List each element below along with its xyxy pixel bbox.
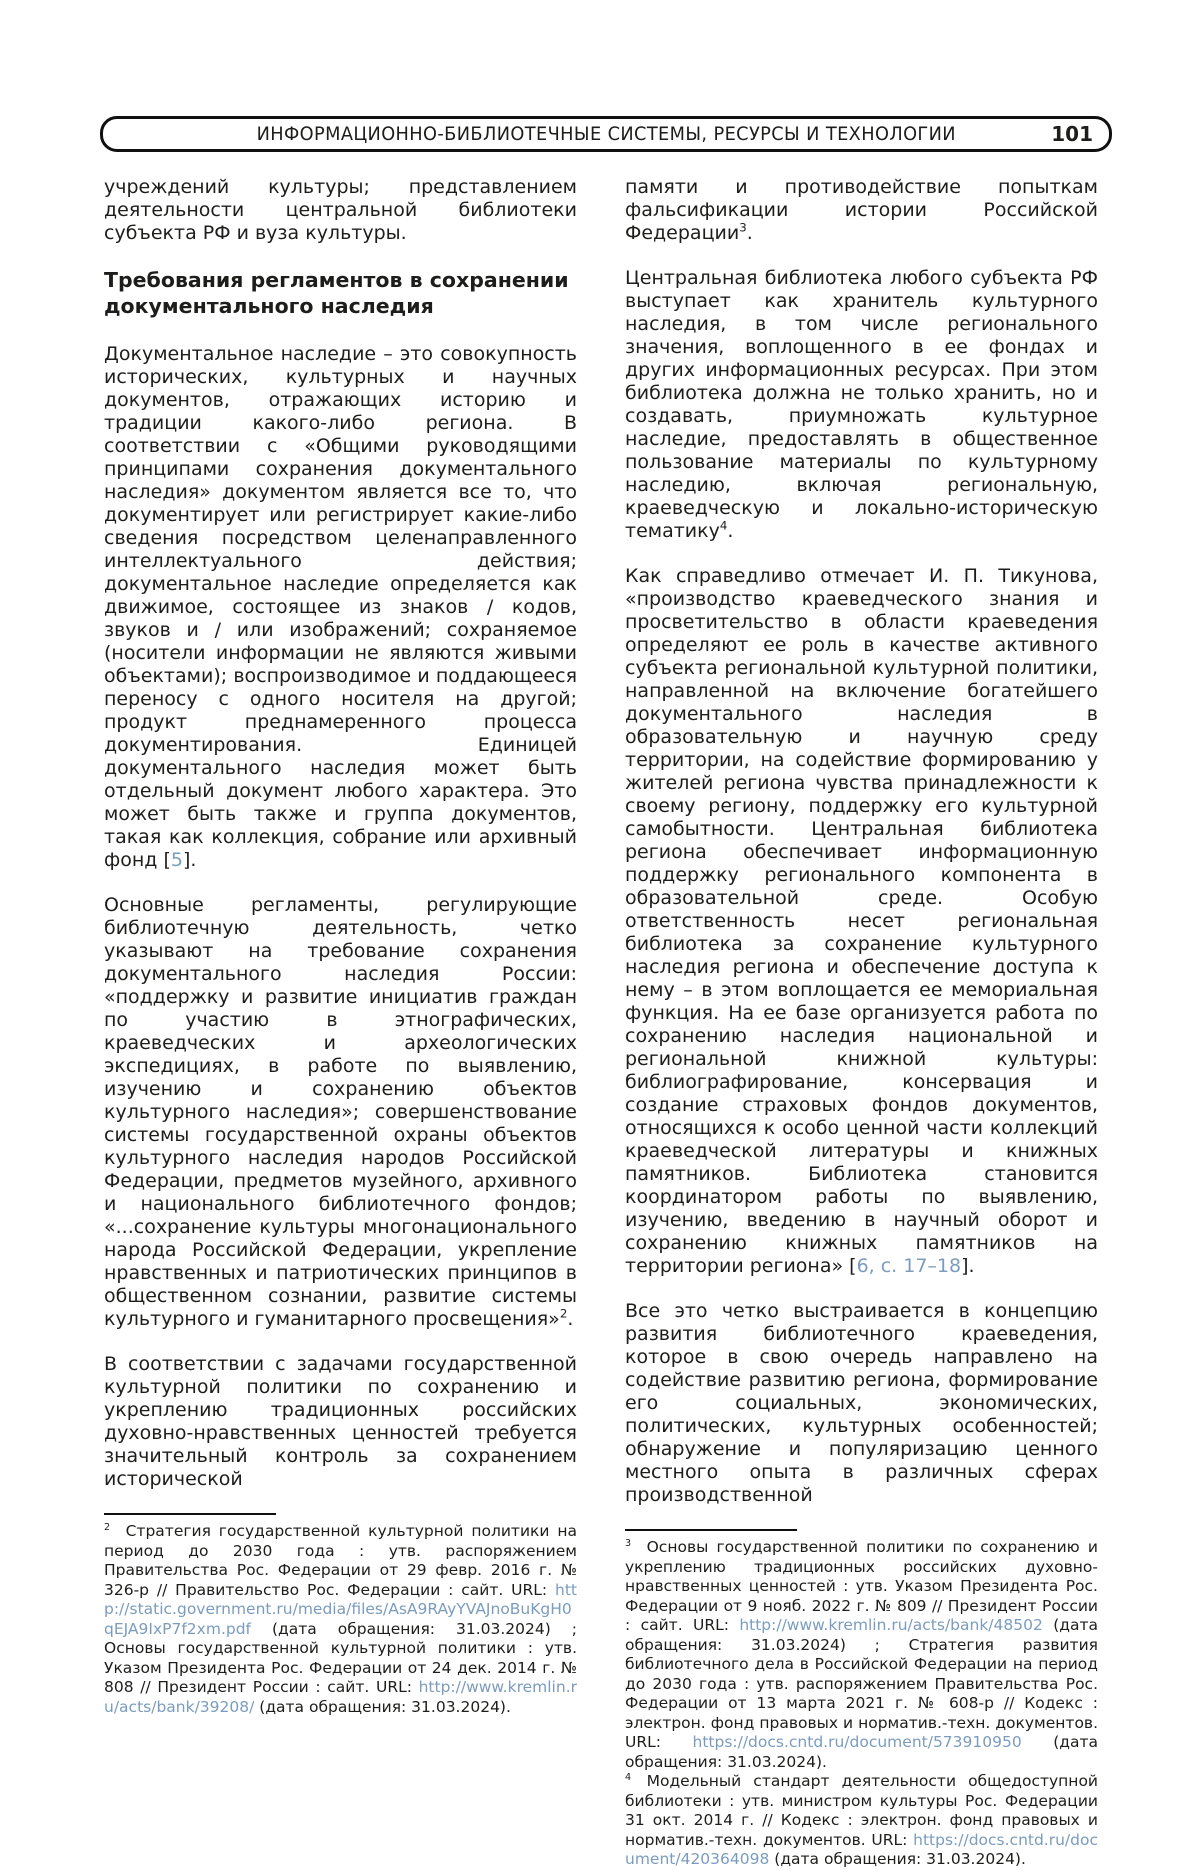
citation-5-link[interactable]: 5 xyxy=(170,849,183,871)
left-column xyxy=(104,176,577,1870)
text-segment: (дата обращения: 31.03.2024). xyxy=(769,1850,1026,1868)
text-segment: Основы государственной политики по сохранению и укреплению традиционных российских духовно-нравственных ценностей : утв. Указом Президента Рос. Федерации от 9 нояб. 2022 г. № 809 // Президент России : сайт. URL: xyxy=(625,1538,1098,1634)
footnote-3-url-2[interactable]: https://docs.cntd.ru/document/573910950 xyxy=(692,1733,1022,1751)
text-segment: Основные регламенты, регулирующие библиотечную деятельность, четко указывают на требование сохранения документального наследия России: «поддержку и развитие инициатив граждан по участию в этнографических, краеведческих и археологических экспедициях, в работе по выявлению, изучению и сохранению объектов культурного наследия»; совершенствование системы государственной охраны объектов культурного наследия народов Российской Федерации, предметов музейного, архивного и национального библиотечного фондов; «...сохранение культуры многонационального народа Российской Федерации, укрепление нравственных и патриотических принципов в общественном сознании, развитие системы культурного и гуманитарного просвещения» xyxy=(104,894,577,1330)
text-segment: . xyxy=(567,1308,574,1330)
text-segment: (дата обращения: 31.03.2024). xyxy=(625,1733,1099,1771)
text-segment: Документальное наследие – это совокупность исторических, культурных и научных документов, отражающих историю и традиции какого-либо региона. В соответствии с «Общими руководящими принципами сохранения документального наследия» документом является все то, что документирует или регистрирует какие-либо сведения посредством целенаправленного интеллектуального действия; документальное наследие определяется как движимое, состоящее из знаков / кодов, звуков и / или изображений; сохраняемое (носители информации не являются живыми объектами); воспроизводимое и поддающееся переносу с одного носителя на другой; продукт преднамеренного процесса документирования. Единицей документального наследия может быть отдельный документ любого характера. Это может быть также и группа документов, такая как коллекция, собрание или архивный фонд [ xyxy=(104,343,577,871)
text-segment: (дата обращения: 31.03.2024) ; Стратегия развития библиотечного дела в Российской Федерации на период до 2030 года : утв. распоряжением Правительства Рос. Федерации от 13 марта 2021 г. № 608-р // Кодекс : электрон. фонд правовых и норматив.-техн. документов. URL: xyxy=(625,1616,1098,1751)
footnote-separator xyxy=(625,1529,797,1531)
footnote-2-url-1[interactable]: http://static.government.ru/media/files/AsA9RAyYVAJnoBuKgH0qEJA9IxP7f2xm.pdf xyxy=(104,1580,577,1638)
running-header-title: ИНФОРМАЦИОННО-БИБЛИОТЕЧНЫЕ СИСТЕМЫ, РЕСУРСЫ И ТЕХНОЛОГИИ xyxy=(256,123,956,145)
footnote-2 xyxy=(104,1522,577,1717)
text-segment: Как справедливо отмечает И. П. Тикунова, «производство краеведческого знания и просветительство в области краеведения определяют ее роль в качестве активного субъекта региональной культурной политики, направленной на включение богатейшего документального наследия в образовательную и научную среду территории, на содействие формированию у жителей региона чувства принадлежности к своему региону, поддержку его культурной самобытности. Центральная библиотека региона обеспечивает информационную поддержку регионального компонента в образовательной среде. Особую ответственность несет региональная библиотека за сохранение культурного наследия региона и обеспечение доступа к нему – в этом воплощается ее мемориальная функция. На ее базе организуется работа по сохранению наследия национальной и региональной книжной культуры: библиографирование, консервация и создание страховых фондов документов, относящихся к особо ценной части коллекций краеведческой литературы и книжных памятников. Библиотека становится координатором работы по выявлению, изучению, введению в научный оборот и сохранению книжных памятников на территории региона» [ xyxy=(625,565,1098,1277)
paragraph-intro: учреждений культуры; представлением деятельности центральной библиотеки субъекта РФ и вуза культуры. xyxy=(104,176,577,244)
text-segment: Стратегия государственной культурной политики на период до 2030 года : утв. распоряжением Правительства Рос. Федерации от 29 февр. 2016 г. № 326-р // Правительство Рос. Федерации : сайт. URL: xyxy=(104,1522,577,1599)
citation-6-link[interactable]: 6, с. 17–18 xyxy=(856,1255,962,1277)
footnote-3 xyxy=(625,1538,1098,1772)
footnotes-right xyxy=(625,1529,1098,1870)
text-segment: . xyxy=(746,222,753,244)
footnote-marker: 4 xyxy=(719,518,728,533)
paragraph-central-library xyxy=(625,267,1098,543)
footnote-marker: 2 xyxy=(104,1521,111,1533)
two-column-body xyxy=(104,176,1098,1870)
text-segment: памяти и противодействие попыткам фальсификации истории Российской Федерации xyxy=(625,176,1098,244)
footnote-marker: 3 xyxy=(739,220,747,235)
running-header xyxy=(100,116,1112,152)
text-segment: Центральная библиотека любого субъекта РФ выступает как хранитель культурного наследия, в том числе регионального значения, воплощенного в ее фондах и других информационных ресурсах. При этом библиотека должна не только хранить, но и создавать, приумножать культурное наследие, предоставлять в общественное пользование материалы по культурному наследию, включая региональную, краеведческую и локально-историческую тематику xyxy=(625,267,1098,542)
footnote-marker: 4 xyxy=(625,1771,632,1783)
text-segment: Модельный стандарт деятельности общедоступной библиотеки : утв. министром культуры Рос. Федерации 31 окт. 2014 г. // Кодекс : электрон. фонд правовых и норматив.-техн. документов. URL: xyxy=(625,1772,1098,1849)
footnote-separator xyxy=(104,1513,276,1515)
section-heading: Требования регламентов в сохранении документального наследия xyxy=(104,268,569,318)
text-segment: (дата обращения: 31.03.2024) ; Основы государственной культурной политики : утв. Указом Президента Рос. Федерации от 24 дек. 2014 г. № 808 // Президент России : сайт. URL: xyxy=(104,1619,577,1696)
text-segment: ]. xyxy=(182,849,197,871)
text-segment: . xyxy=(727,520,734,542)
footnote-4 xyxy=(625,1772,1098,1870)
footnotes-left xyxy=(104,1513,577,1717)
paragraph-state-policy: В соответствии с задачами государственной культурной политики по сохранению и укреплению традиционных российских духовно-нравственных ценностей требуется значительный контроль за сохранением исторической xyxy=(104,1353,577,1490)
page-number: 101 xyxy=(1051,122,1093,146)
right-column xyxy=(625,176,1098,1870)
text-segment: (дата обращения: 31.03.2024). xyxy=(254,1697,511,1716)
footnote-marker: 3 xyxy=(625,1537,632,1549)
footnote-marker: 2 xyxy=(559,1306,568,1321)
paragraph-conclusion: Все это четко выстраивается в концепцию развития библиотечного краеведения, которое в свою очередь направлено на содействие развитию региона, формирование его социальных, экономических, политических, культурных особенностей; обнаружение и популяризацию ценного местного опыта в различных сферах производственной xyxy=(625,1300,1098,1506)
text-segment: ]. xyxy=(961,1255,975,1277)
footnote-4-url-1[interactable]: https://docs.cntd.ru/document/420364098 xyxy=(625,1830,1098,1868)
footnote-2-url-2[interactable]: http://www.kremlin.ru/acts/bank/39208/ xyxy=(104,1678,577,1716)
paragraph-memory xyxy=(625,176,1098,245)
paragraph-regulations xyxy=(104,894,577,1331)
paragraph-documentary-heritage xyxy=(104,343,577,872)
paragraph-tikunova xyxy=(625,565,1098,1278)
footnote-3-url-1[interactable]: http://www.kremlin.ru/acts/bank/48502 xyxy=(739,1616,1043,1634)
